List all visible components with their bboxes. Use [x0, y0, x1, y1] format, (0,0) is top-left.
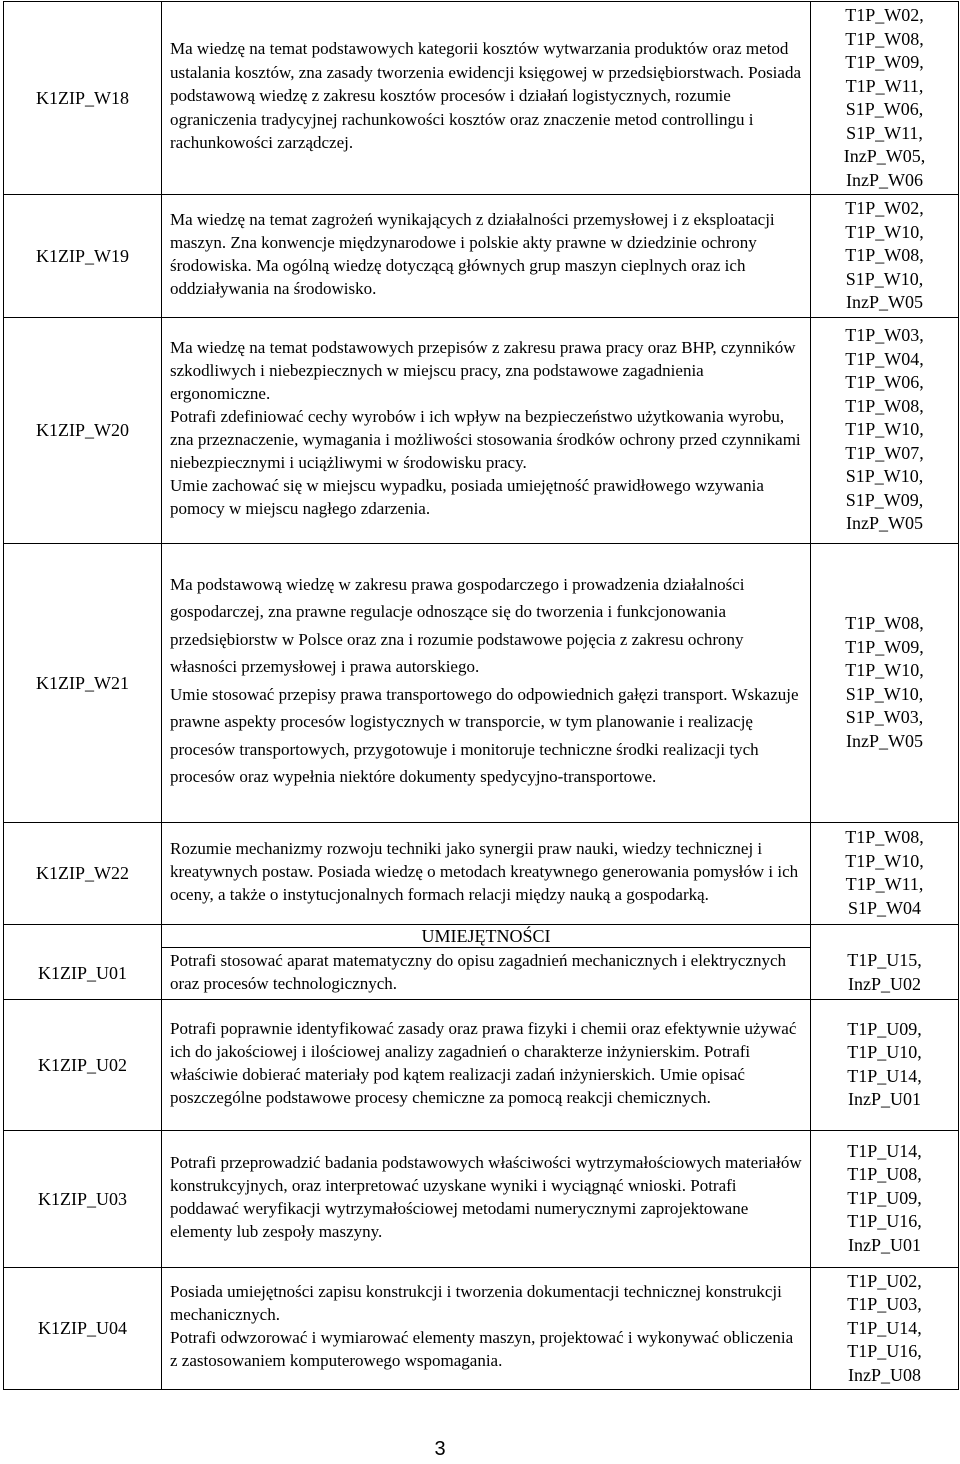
- reference-codes: [811, 195, 959, 318]
- outcome-code: K1ZIP_W22: [4, 822, 162, 924]
- table-row: [4, 543, 959, 822]
- reference-code: InzP_W05,: [843, 146, 926, 166]
- reference-codes: [811, 543, 959, 822]
- section-spacer: [4, 924, 162, 947]
- description-paragraph: Rozumie mechanizmy rozwoju techniki jako synergii praw nauki, wiedzy technicznej i kreatywnych postaw. Posiada wiedzę o metodach kreatywnego generowania pomysłów i ich oceny, a także o instytucjonalnych formach relacji między nauką a gospodarką.: [170, 838, 799, 904]
- outcome-description: [162, 2, 811, 195]
- reference-code: InzP_U01: [848, 1089, 921, 1109]
- table-row: [4, 947, 959, 999]
- outcome-code: K1ZIP_W20: [4, 317, 162, 543]
- reference-codes: [811, 1267, 959, 1390]
- reference-code: S1P_W10,: [845, 268, 924, 289]
- reference-code: T1P_W02,: [845, 5, 924, 25]
- reference-code: T1P_W08,: [845, 827, 924, 847]
- table-row: [4, 195, 959, 318]
- reference-code: T1P_W08,: [845, 245, 924, 265]
- description-paragraph: Umie zachować się w miejscu wypadku, posiada umiejętność prawidłowego wzywania pomocy w miejscu nagłego zdarzenia.: [170, 476, 764, 518]
- reference-code: S1P_W06,: [845, 99, 924, 119]
- description-paragraph: Ma wiedzę na temat podstawowych przepisów z zakresu prawa pracy oraz BHP, czynników szkodliwych i niebezpiecznych w miejscu pracy, zna podstawowe zagadnienia ergonomiczne.: [170, 338, 796, 403]
- page-number: 3: [434, 1438, 446, 1460]
- reference-code: InzP_W06: [846, 169, 923, 190]
- outcome-code: K1ZIP_W18: [4, 2, 162, 195]
- outcome-description: [162, 317, 811, 543]
- reference-code: S1P_W04: [847, 897, 921, 918]
- reference-code: InzP_W05: [846, 513, 923, 534]
- outcome-description: [162, 195, 811, 318]
- reference-code: InzP_U01: [848, 1234, 921, 1255]
- reference-code: S1P_W10,: [845, 466, 924, 487]
- table-row: [4, 1267, 959, 1390]
- reference-code: T1P_U10,: [847, 1042, 922, 1062]
- description-paragraph: Potrafi zdefiniować cechy wyrobów i ich wpływ na bezpieczeństwo użytkowania wyrobu, zna przeznaczenie, wymagania i możliwości stosowania środków ochrony przed czynnikami niebezpiecznymi i uciążliwymi w środowisku pracy.: [170, 407, 801, 472]
- outcome-description: [162, 999, 811, 1130]
- reference-code: T1P_U02,: [847, 1270, 922, 1291]
- reference-code: T1P_W10,: [845, 850, 924, 871]
- outcome-description: [162, 947, 811, 999]
- reference-code: T1P_W04,: [845, 348, 924, 369]
- outcome-description: [162, 1267, 811, 1390]
- reference-code: T1P_W02,: [845, 198, 924, 218]
- learning-outcomes-table: [3, 1, 959, 1390]
- outcome-description: [162, 1130, 811, 1267]
- reference-codes: [811, 822, 959, 924]
- reference-code: S1P_W03,: [845, 707, 924, 727]
- reference-code: T1P_U16,: [847, 1341, 922, 1361]
- description-paragraph: Potrafi poprawnie identyfikować zasady oraz prawa fizyki i chemii oraz efektywnie używać ich do jakościowej i ilościowej analizy zagadnień o charakterze inżynierskim. Potrafi właściwie dobierać materiały pod kątem realizacji zadań inżynierskich. Umie opisać poszczególne podstawowe procesy chemiczne za pomocą reakcji chemicznych.: [170, 1018, 797, 1107]
- reference-code: T1P_W09,: [845, 636, 924, 657]
- description-paragraph: Ma podstawową wiedzę w zakresu prawa gospodarczego i prowadzenia działalności gospodarczej, zna prawne regulacje odnoszące się do tworzenia i funkcjonowania przedsiębiorstw w Polsce oraz zna i rozumie podstawowe pojęcia z zakresu ochrony własności przemysłowej i prawa autorskiego.: [170, 574, 745, 676]
- reference-code: T1P_U14,: [847, 1065, 922, 1086]
- outcome-description: [162, 822, 811, 924]
- reference-code: T1P_W10,: [845, 660, 924, 680]
- description-paragraph: Potrafi przeprowadzić badania podstawowych właściwości wytrzymałościowych materiałów konstrukcyjnych, oraz interpretować uzyskane wyniki i wyciągnąć wnioski. Potrafi poddawać weryfikacji wytrzymałościowej metodami numerycznymi zaprojektowane elementy lub zespoły maszyny.: [170, 1152, 802, 1241]
- reference-code: T1P_W08,: [845, 28, 924, 49]
- reference-code: InzP_W05: [846, 292, 923, 312]
- reference-code: T1P_W11,: [845, 874, 924, 894]
- reference-code: S1P_W10,: [845, 683, 924, 704]
- outcome-code: K1ZIP_U02: [4, 999, 162, 1130]
- reference-code: S1P_W11,: [846, 122, 923, 143]
- reference-code: T1P_W09,: [845, 52, 924, 72]
- table-row: [4, 822, 959, 924]
- reference-code: T1P_W10,: [845, 419, 924, 440]
- reference-codes: [811, 999, 959, 1130]
- description-paragraph: Ma wiedzę na temat zagrożeń wynikających z działalności przemysłowej i z eksploatacji maszyn. Zna konwencje międzynarodowe i polskie akty prawne w dziedzinie ochrony środowiska. Ma ogólną wiedzę dotyczącą głównych grup maszyn cieplnych oraz ich oddziaływania na środowisko.: [170, 209, 775, 298]
- description-paragraph: Posiada umiejętności zapisu konstrukcji i tworzenia dokumentacji technicznej konstrukcji mechanicznych.: [170, 1282, 782, 1325]
- reference-code: InzP_W05: [846, 730, 923, 751]
- reference-code: InzP_U08: [848, 1364, 921, 1385]
- outcome-code: K1ZIP_U03: [4, 1130, 162, 1267]
- table-row: [4, 999, 959, 1130]
- reference-code: T1P_U16,: [847, 1211, 922, 1232]
- reference-code: T1P_U08,: [847, 1164, 922, 1185]
- description-paragraph: Potrafi odwzorować i wymiarować elementy maszyn, projektować i wykonywać obliczenia z zastosowaniem komputerowego wspomagania.: [170, 1328, 794, 1371]
- reference-codes: [811, 2, 959, 195]
- reference-code: T1P_W03,: [845, 325, 924, 346]
- outcome-code: K1ZIP_U04: [4, 1267, 162, 1390]
- outcome-code: K1ZIP_U01: [4, 947, 162, 999]
- reference-code: T1P_W06,: [845, 372, 924, 393]
- section-row: [4, 924, 959, 947]
- reference-code: T1P_U14,: [847, 1317, 922, 1338]
- reference-code: T1P_U03,: [847, 1294, 922, 1314]
- reference-code: T1P_W10,: [845, 221, 924, 242]
- reference-code: T1P_W07,: [845, 442, 924, 463]
- reference-code: S1P_W09,: [845, 489, 924, 510]
- reference-code: T1P_U09,: [847, 1187, 922, 1208]
- reference-codes: [811, 317, 959, 543]
- table-row: [4, 1130, 959, 1267]
- outcome-description: [162, 543, 811, 822]
- reference-code: T1P_W08,: [845, 613, 924, 633]
- reference-code: T1P_W11,: [845, 75, 924, 96]
- description-paragraph: Ma wiedzę na temat podstawowych kategorii kosztów wytwarzania produktów oraz metod ustalania kosztów, zna zasady tworzenia ewidencji księgowej w przedsiębiorstwach. Posiada podstawową wiedzę z zakresu kosztów procesów i działań logistycznych, rozumie ograniczenia tradycyjnej rachunkowości kosztów oraz znaczenie metod controllingu i rachunkowości zarządczej.: [170, 39, 801, 153]
- description-paragraph: Umie stosować przepisy prawa transportowego do odpowiednich gałęzi transport. Wskazuje prawne aspekty procesów logistycznych w transporcie, w tym planowanie i realizację procesów transportowych, przygotowuje i monitoruje techniczne środki realizacji tych procesów oraz wypełnia niektóre dokumenty spedycyjno-transportowe.: [170, 684, 799, 786]
- reference-codes: [811, 947, 959, 999]
- reference-code: InzP_U02: [848, 973, 921, 994]
- section-heading: UMIEJĘTNOŚCI: [162, 924, 811, 947]
- reference-code: T1P_U09,: [847, 1018, 922, 1039]
- reference-code: T1P_U15,: [847, 950, 922, 971]
- outcome-code: K1ZIP_W19: [4, 195, 162, 318]
- outcome-code: K1ZIP_W21: [4, 543, 162, 822]
- section-spacer: [811, 924, 959, 947]
- table-row: [4, 317, 959, 543]
- reference-codes: [811, 1130, 959, 1267]
- reference-code: T1P_W08,: [845, 395, 924, 416]
- description-paragraph: Potrafi stosować aparat matematyczny do opisu zagadnień mechanicznych i elektrycznych oraz procesów technologicznych.: [170, 950, 787, 993]
- reference-code: T1P_U14,: [847, 1140, 922, 1161]
- table-row: [4, 2, 959, 195]
